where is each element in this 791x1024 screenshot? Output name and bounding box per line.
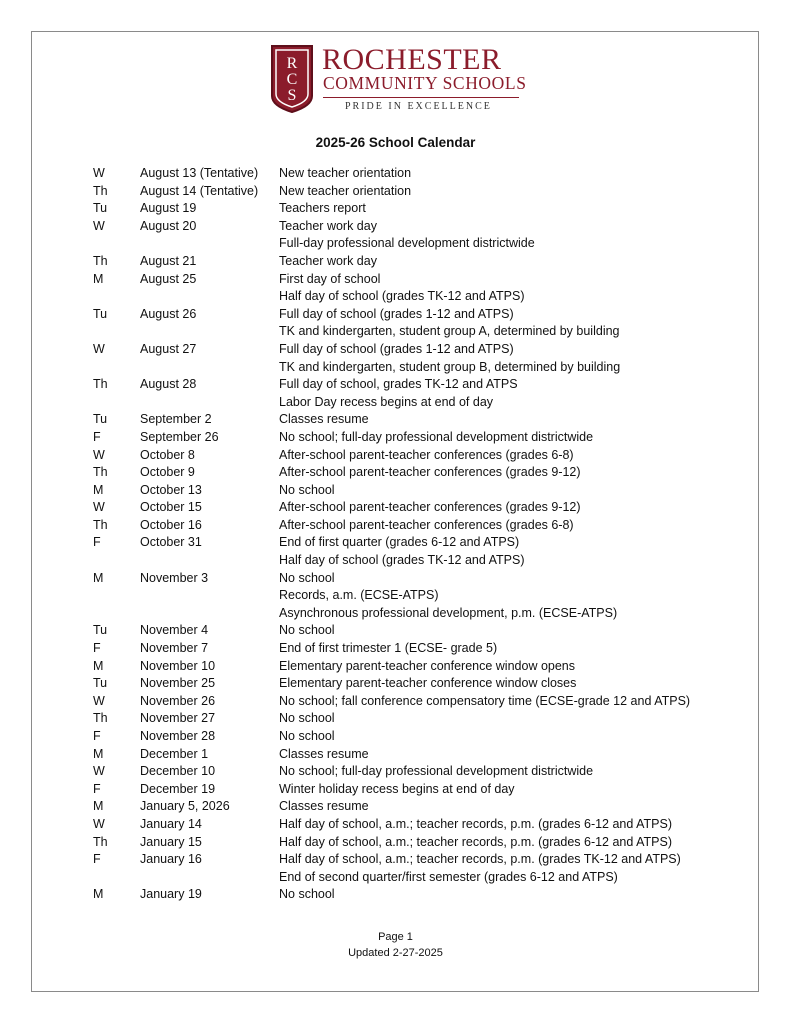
event-cell: Full day of school (grades 1-12 and ATPS) [279, 341, 514, 356]
date-cell: August 21 [140, 253, 197, 268]
day-cell: Th [93, 377, 108, 392]
day-cell: M [93, 746, 104, 761]
calendar-row [93, 746, 733, 764]
svg-text:S: S [287, 87, 297, 104]
date-cell: November 7 [140, 641, 209, 656]
day-cell: W [93, 693, 105, 708]
calendar-row [93, 288, 733, 306]
event-cell: Half day of school, a.m.; teacher records, p.m. (grades 6-12 and ATPS) [279, 834, 673, 849]
brand-tagline: PRIDE IN EXCELLENCE [345, 101, 492, 112]
calendar-row [93, 517, 733, 535]
calendar-row [93, 235, 733, 253]
event-cell: No school [279, 711, 335, 726]
calendar-row [93, 640, 733, 658]
calendar-row [93, 552, 733, 570]
date-cell: August 27 [140, 341, 197, 356]
date-cell: August 26 [140, 306, 197, 321]
event-cell: Half day of school, a.m.; teacher records, p.m. (grades TK-12 and ATPS) [279, 852, 681, 867]
calendar-row [93, 851, 733, 869]
event-cell: Records, a.m. (ECSE-ATPS) [279, 588, 439, 603]
calendar-row [93, 447, 733, 465]
calendar-row [93, 693, 733, 711]
event-cell: Teachers report [279, 201, 366, 216]
event-cell: Full day of school (grades 1-12 and ATPS) [279, 306, 514, 321]
date-cell: January 5, 2026 [140, 799, 230, 814]
calendar-row [93, 570, 733, 588]
date-cell: August 14 (Tentative) [140, 183, 259, 198]
calendar-row [93, 271, 733, 289]
day-cell: Tu [93, 623, 108, 638]
event-cell: Asynchronous professional development, p.m. (ECSE-ATPS) [279, 605, 618, 620]
date-cell: January 19 [140, 887, 202, 902]
date-cell: October 9 [140, 465, 195, 480]
day-cell: W [93, 816, 105, 831]
calendar-row [93, 341, 733, 359]
event-cell: No school; full-day professional development districtwide [279, 429, 594, 444]
day-cell: F [93, 535, 101, 550]
event-cell: Classes resume [279, 412, 369, 427]
updated-date: Updated 2-27-2025 [348, 947, 443, 959]
event-cell: End of second quarter/first semester (grades 6-12 and ATPS) [279, 869, 618, 884]
event-cell: After-school parent-teacher conferences (grades 9-12) [279, 500, 581, 515]
brand-name: ROCHESTER [322, 43, 502, 76]
day-cell: Th [93, 253, 108, 268]
day-cell: W [93, 218, 105, 233]
calendar-row [93, 376, 733, 394]
event-cell: TK and kindergarten, student group B, determined by building [279, 359, 621, 374]
svg-text:R: R [286, 55, 298, 72]
brand-subtitle: COMMUNITY SCHOOLS [323, 73, 527, 93]
day-cell: Th [93, 517, 108, 532]
day-cell: Tu [93, 676, 108, 691]
event-cell: Teacher work day [279, 253, 377, 268]
event-cell: No school; fall conference compensatory time (ECSE-grade 12 and ATPS) [279, 693, 691, 708]
day-cell: Th [93, 834, 108, 849]
event-cell: End of first trimester 1 (ECSE- grade 5) [279, 641, 498, 656]
event-cell: First day of school [279, 271, 381, 286]
day-cell: F [93, 852, 101, 867]
event-cell: Full-day professional development districtwide [279, 236, 535, 251]
calendar-row [93, 183, 733, 201]
date-cell: September 2 [140, 412, 212, 427]
date-cell: January 14 [140, 816, 202, 831]
date-cell: December 19 [140, 781, 216, 796]
date-cell: August 19 [140, 201, 197, 216]
rcs-shield-icon [270, 44, 314, 114]
calendar-row [93, 482, 733, 500]
event-cell: No school [279, 482, 335, 497]
calendar-row [93, 165, 733, 183]
day-cell: W [93, 764, 105, 779]
date-cell: December 10 [140, 764, 216, 779]
event-cell: No school [279, 729, 335, 743]
calendar-row [93, 658, 733, 676]
calendar-row [93, 359, 733, 377]
date-cell: November 10 [140, 658, 216, 673]
event-cell: Classes resume [279, 746, 369, 761]
event-cell: No school; full-day professional development districtwide [279, 764, 594, 779]
event-cell: No school [279, 623, 335, 638]
calendar-row [93, 411, 733, 429]
event-cell: New teacher orientation [279, 183, 412, 198]
calendar-row [93, 464, 733, 482]
event-cell: Teacher work day [279, 218, 377, 233]
day-cell: F [93, 729, 101, 743]
date-cell: November 26 [140, 693, 216, 708]
date-cell: October 8 [140, 447, 195, 462]
calendar-row [93, 886, 733, 904]
date-cell: November 27 [140, 711, 216, 726]
calendar-list [93, 165, 733, 904]
page-number: Page 1 [378, 931, 413, 943]
calendar-row [93, 816, 733, 834]
calendar-row [93, 306, 733, 324]
day-cell: Tu [93, 412, 108, 427]
date-cell: August 20 [140, 218, 197, 233]
calendar-row [93, 323, 733, 341]
document-title: 2025-26 School Calendar [315, 135, 476, 150]
event-cell: After-school parent-teacher conferences (grades 6-8) [279, 517, 574, 532]
calendar-row [93, 429, 733, 447]
event-cell: Full day of school, grades TK-12 and ATPS [279, 377, 518, 392]
date-cell: November 25 [140, 676, 216, 691]
date-cell: October 16 [140, 517, 202, 532]
date-cell: October 31 [140, 535, 202, 550]
date-cell: November 28 [140, 729, 216, 743]
page-footer [0, 929, 791, 961]
date-cell: January 16 [140, 852, 202, 867]
date-cell: November 3 [140, 570, 209, 585]
calendar-row [93, 587, 733, 605]
day-cell: W [93, 447, 105, 462]
calendar-row [93, 534, 733, 552]
day-cell: F [93, 781, 101, 796]
event-cell: Elementary parent-teacher conference window opens [279, 658, 576, 673]
calendar-row [93, 605, 733, 623]
day-cell: Th [93, 465, 108, 480]
day-cell: Tu [93, 306, 108, 321]
calendar-row [93, 499, 733, 517]
day-cell: F [93, 429, 101, 444]
calendar-row [93, 200, 733, 218]
day-cell: Th [93, 711, 108, 726]
event-cell: Half day of school, a.m.; teacher records, p.m. (grades 6-12 and ATPS) [279, 816, 673, 831]
day-cell: M [93, 271, 104, 286]
calendar-row [93, 834, 733, 852]
event-cell: After-school parent-teacher conferences (grades 9-12) [279, 465, 581, 480]
calendar-row [93, 253, 733, 271]
svg-text:C: C [286, 71, 298, 88]
event-cell: Half day of school (grades TK-12 and ATPS) [279, 289, 525, 304]
calendar-row [93, 728, 733, 746]
date-cell: October 15 [140, 500, 202, 515]
event-cell: End of first quarter (grades 6-12 and ATPS) [279, 535, 520, 550]
calendar-row [93, 763, 733, 781]
day-cell: Tu [93, 201, 108, 216]
event-cell: Elementary parent-teacher conference window closes [279, 676, 577, 691]
calendar-row [93, 622, 733, 640]
day-cell: M [93, 887, 104, 902]
date-cell: September 26 [140, 429, 219, 444]
event-cell: Winter holiday recess begins at end of day [279, 781, 515, 796]
date-cell: August 13 (Tentative) [140, 166, 259, 180]
date-cell: August 28 [140, 377, 197, 392]
day-cell: W [93, 341, 105, 356]
calendar-row [93, 869, 733, 887]
brand-divider [323, 97, 519, 98]
school-logo [270, 44, 530, 116]
calendar-row [93, 781, 733, 799]
calendar-row [93, 710, 733, 728]
event-cell: New teacher orientation [279, 166, 412, 180]
event-cell: TK and kindergarten, student group A, determined by building [279, 324, 620, 339]
event-cell: Labor Day recess begins at end of day [279, 394, 494, 409]
event-cell: No school [279, 570, 335, 585]
date-cell: November 4 [140, 623, 209, 638]
day-cell: M [93, 570, 104, 585]
calendar-row [93, 675, 733, 693]
day-cell: M [93, 799, 104, 814]
date-cell: January 15 [140, 834, 202, 849]
day-cell: F [93, 641, 101, 656]
date-cell: December 1 [140, 746, 209, 761]
day-cell: W [93, 166, 105, 180]
day-cell: W [93, 500, 105, 515]
day-cell: M [93, 482, 104, 497]
calendar-row [93, 218, 733, 236]
event-cell: After-school parent-teacher conferences (grades 6-8) [279, 447, 574, 462]
event-cell: No school [279, 887, 335, 902]
event-cell: Classes resume [279, 799, 369, 814]
day-cell: Th [93, 183, 108, 198]
calendar-row [93, 798, 733, 816]
day-cell: M [93, 658, 104, 673]
date-cell: August 25 [140, 271, 197, 286]
event-cell: Half day of school (grades TK-12 and ATPS) [279, 553, 525, 568]
calendar-row [93, 394, 733, 412]
date-cell: October 13 [140, 482, 202, 497]
